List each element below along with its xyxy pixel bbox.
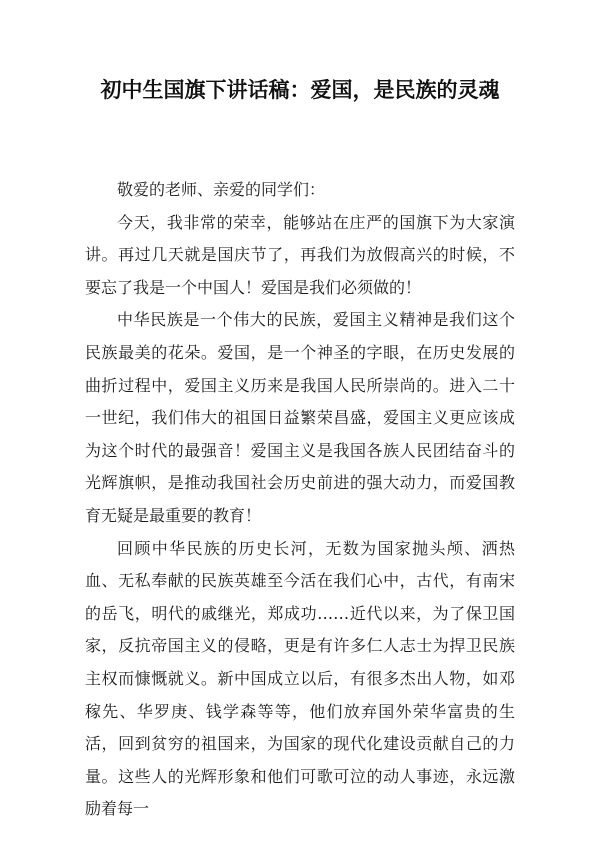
- body-paragraph: 回顾中华民族的历史长河，无数为国家抛头颅、洒热血、无私奉献的民族英雄至今活在我们心中，古代，有南宋的岳飞，明代的戚继光，郑成功……近代以来，为了保卫国家，反抗帝国主义的侵略，更是有许多仁人志士为捍卫民族主权而慷慨就义。新中国成立以后，有很多杰出人物，如邓稼先、华罗庚、钱学森等等，他们放弃国外荣华富贵的生活，回到贫穷的祖国来，为国家的现代化建设贡献自己的力量。这些人的光辉形象和他们可歌可泣的动人事迹，永远激励着每一: [85, 538, 515, 819]
- page-title: 初中生国旗下讲话稿：爱国，是民族的灵魂: [100, 77, 500, 102]
- document-body: [85, 174, 515, 826]
- salutation-paragraph: 敬爱的老师、亲爱的同学们：: [117, 180, 326, 199]
- body-paragraph: 今天，我非常的荣幸，能够站在庄严的国旗下为大家演讲。再过几天就是国庆节了，再我们为放假高兴的时候，不要忘了我是一个中国人！爱国是我们必须做的！: [85, 212, 515, 297]
- body-paragraph: 中华民族是一个伟大的民族，爱国主义精神是我们这个民族最美的花朵。爱国，是一个神圣的字眼，在历史发展的曲折过程中，爱国主义历来是我国人民所崇尚的。进入二十一世纪，我们伟大的祖国日益繁荣昌盛，爱国主义更应该成为这个时代的最强音！爱国主义是我国各族人民团结奋斗的光辉旗帜，是推动我国社会历史前进的强大动力，而爱国教育无疑是最重要的教育！: [85, 310, 515, 525]
